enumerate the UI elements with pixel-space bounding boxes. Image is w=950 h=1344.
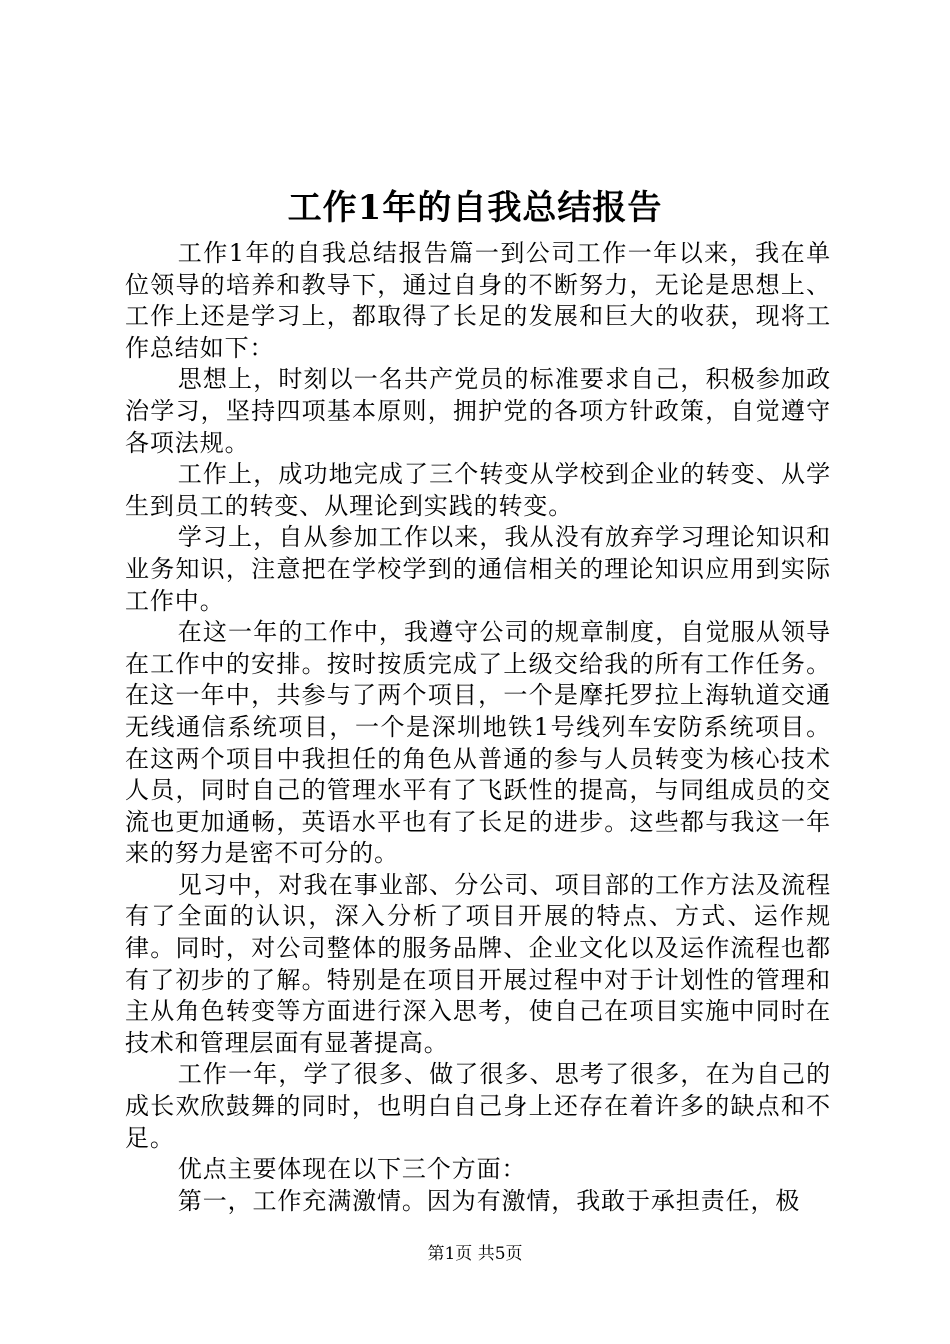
paragraph: 见习中，对我在事业部、分公司、项目部的工作方法及流程有了全面的认识，深入分析了项目开展的特点、方式、运作规律。同时，对公司整体的服务品牌、企业文化以及运作流程也都有了初步的了解。特别是在项目开展过程中对于计划性的管理和主从角色转变等方面进行深入思考，使自己在项目实施中同时在技术和管理层面有显著提高。 [125, 870, 831, 1057]
paragraph: 思想上，时刻以一名共产党员的标准要求自己，积极参加政治学习，坚持四项基本原则，拥护党的各项方针政策，自觉遵守各项法规。 [125, 365, 831, 457]
paragraph: 学习上，自从参加工作以来，我从没有放弃学习理论知识和业务知识，注意把在学校学到的通信相关的理论知识应用到实际工作中。 [125, 523, 831, 615]
paragraph: 第一，工作充满激情。因为有激情，我敢于承担责任，极 [177, 1186, 801, 1215]
paragraph: 优点主要体现在以下三个方面： [177, 1155, 527, 1184]
paragraph: 在这一年的工作中，我遵守公司的规章制度，自觉服从领导在工作中的安排。按时按质完成了上级交给我的所有工作任务。在这一年中，共参与了两个项目，一个是摩托罗拉上海轨道交通无线通信系统项目，一个是深圳地铁1号线列车安防系统项目。在这两个项目中我担任的角色从普通的参与人员转变为核心技术人员，同时自己的管理水平有了飞跃性的提高，与同组成员的交流也更加通畅，英语水平也有了长足的进步。这些都与我这一年来的努力是密不可分的。 [125, 618, 831, 868]
paragraph: 工作上，成功地完成了三个转变从学校到企业的转变、从学生到员工的转变、从理论到实践的转变。 [125, 460, 831, 520]
paragraph: 工作1年的自我总结报告篇一到公司工作一年以来，我在单位领导的培养和教导下，通过自身的不断努力，无论是思想上、工作上还是学习上，都取得了长足的发展和巨大的收获，现将工作总结如下： [125, 239, 831, 362]
page-footer: 第1页 共5页 [427, 1244, 523, 1264]
paragraph: 工作一年，学了很多、做了很多、思考了很多，在为自己的成长欢欣鼓舞的同时，也明白自己身上还存在着许多的缺点和不足。 [125, 1060, 831, 1152]
document-body [125, 238, 831, 1217]
document-title: 工作1年的自我总结报告 [287, 188, 663, 228]
